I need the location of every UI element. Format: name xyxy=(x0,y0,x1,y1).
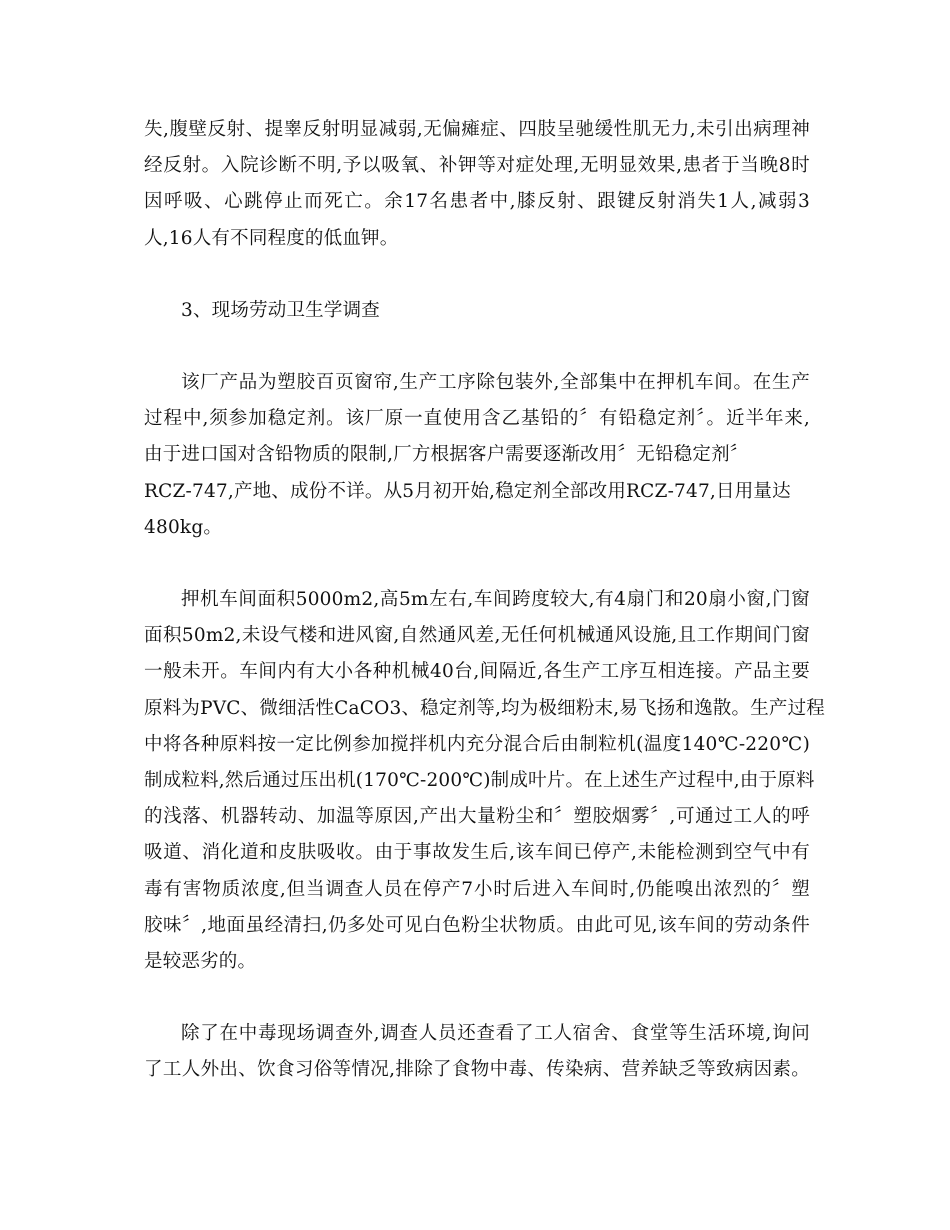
paragraph-workshop xyxy=(144,582,826,980)
text-line: 一般未开。车间内有大小各种机械40台,间隔近,各生产工序互相连接。产品主要 xyxy=(144,661,810,683)
text-line: 原料为PVC、微细活性CaCO3、稳定剂等,均为极细粉末,易飞扬和逸散。生产过程 xyxy=(144,697,826,719)
text-line: 经反射。入院诊断不明,予以吸氧、补钾等对症处理,无明显效果,患者于当晚8时 xyxy=(144,155,810,177)
text-line: 是较恶劣的。 xyxy=(144,951,257,973)
text-line: 中将各种原料按一定比例参加搅拌机内充分混合后由制粒机(温度140℃-220℃) xyxy=(144,733,810,755)
paragraph-gap xyxy=(144,980,810,1016)
text-line: RCZ-747,产地、成份不详。从5月初开始,稳定剂全部改用RCZ-747,日用量达 xyxy=(144,480,791,502)
text-line: 胶味〞,地面虽经清扫,仍多处可见白色粉尘状物质。由此可见,该车间的劳动条件 xyxy=(144,914,810,936)
text-line: 由于进口国对含铅物质的限制,厂方根据客户需要逐渐改用〞无铅稳定剂〞 xyxy=(144,444,749,466)
text-line: 毒有害物质浓度,但当调查人员在停产7小时后进入车间时,仍能嗅出浓烈的〞塑 xyxy=(144,878,810,900)
section-heading xyxy=(144,293,810,329)
paragraph-gap xyxy=(144,257,810,293)
paragraph-symptoms xyxy=(144,112,810,257)
text-line: 失,腹壁反射、提睾反射明显减弱,无偏瘫症、四肢呈驰缓性肌无力,未引出病理神 xyxy=(144,119,810,140)
paragraph-gap xyxy=(144,546,810,582)
text-line: 吸道、消化道和皮肤吸收。由于事故发生后,该车间已停产,未能检测到空气中有 xyxy=(144,842,810,864)
paragraph-gap xyxy=(144,329,810,365)
text-line: 480kg。 xyxy=(144,516,223,538)
document-body xyxy=(144,112,826,1089)
text-line: 了工人外出、饮食习俗等情况,排除了食物中毒、传染病、营养缺乏等致病因素。 xyxy=(144,1059,810,1081)
text-line: 制成粒料,然后通过压出机(170℃-200℃)制成叶片。在上述生产过程中,由于原料 xyxy=(144,770,815,792)
text-line: 面积50m2,未设气楼和进风窗,自然通风差,无任何机械通风设施,且工作期间门窗 xyxy=(144,625,810,647)
paragraph-exclusion xyxy=(144,1016,810,1088)
section-heading-text: 3、现场劳动卫生学调查 xyxy=(181,299,380,321)
paragraph-product xyxy=(144,365,810,546)
text-line: 该厂产品为塑胶百页窗帘,生产工序除包装外,全部集中在押机车间。在生产 xyxy=(181,372,810,394)
text-line: 除了在中毒现场调查外,调查人员还查看了工人宿舍、食堂等生活环境,询问 xyxy=(181,1023,810,1045)
text-line: 的浅落、机器转动、加温等原因,产出大量粉尘和〞塑胶烟雾〞,可通过工人的呼 xyxy=(144,806,810,828)
text-line: 押机车间面积5000m2,高5m左右,车间跨度较大,有4扇门和20扇小窗,门窗 xyxy=(181,589,810,611)
text-line: 人,16人有不同程度的低血钾。 xyxy=(144,227,399,249)
text-line: 因呼吸、心跳停止而死亡。余17名患者中,膝反射、跟键反射消失1人,减弱3 xyxy=(144,191,810,213)
text-line: 过程中,须参加稳定剂。该厂原一直使用含乙基铅的〞有铅稳定剂〞。近半年来, xyxy=(144,408,810,430)
